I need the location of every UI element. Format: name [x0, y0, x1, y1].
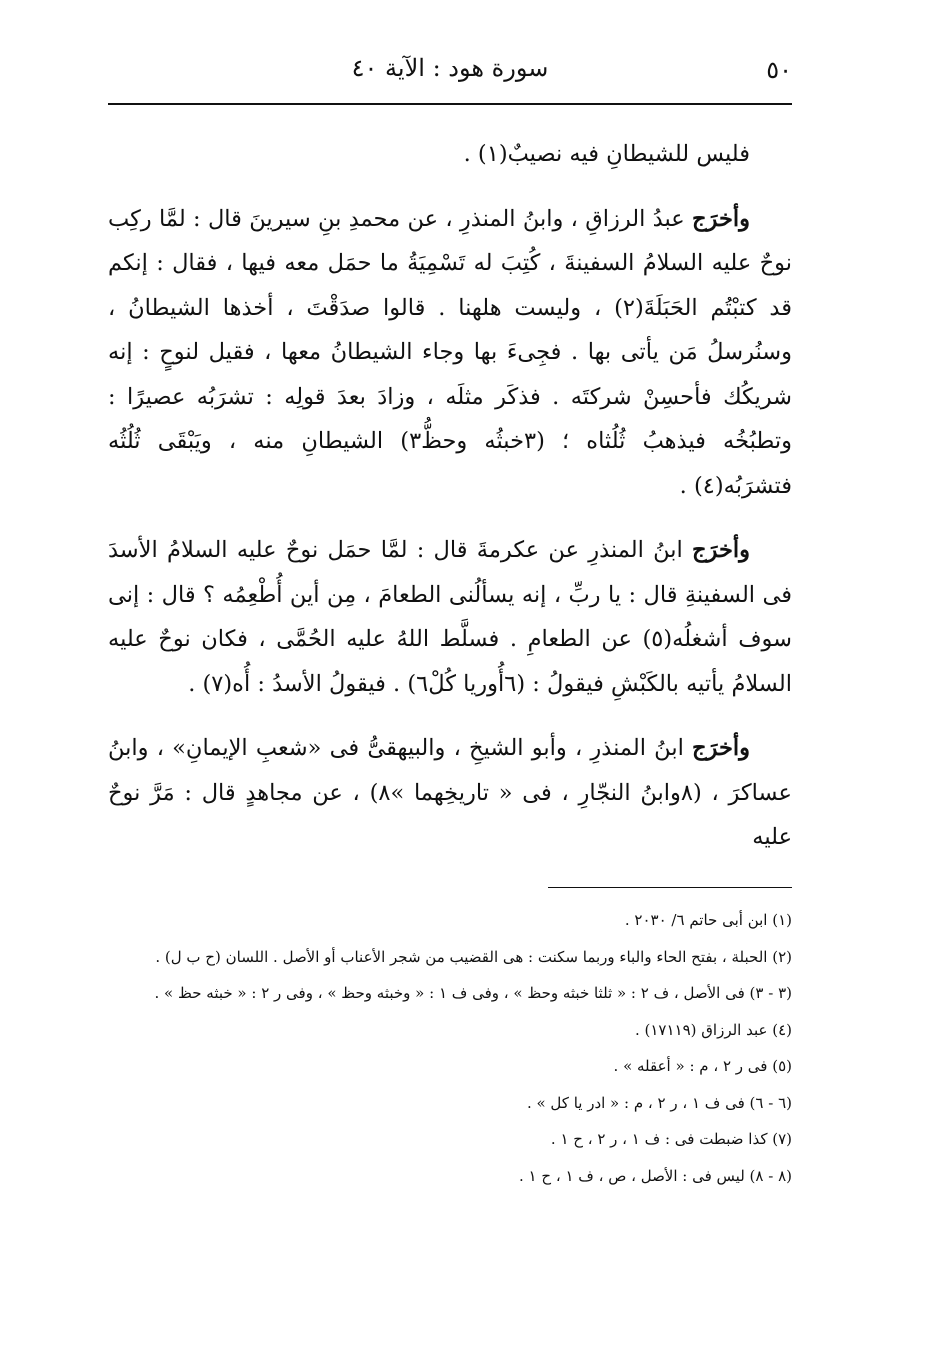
footnote-rule: [548, 887, 792, 888]
page-header: [108, 52, 792, 92]
footnote: (٤) عبد الرزاق (١٧١١٩) .: [634, 1020, 792, 1039]
main-text: [108, 132, 792, 860]
footnote: (١) ابن أبى حاتم ٦/ ٢٠٣٠ .: [624, 911, 792, 929]
footnote: (٢) الحبلة ، بفتح الحاء والباء وربما سكنت : هى القضيب من شجر الأعناب أو الأصل . اللسان (ح ب ل) .: [155, 947, 792, 966]
paragraph: [108, 528, 792, 706]
footnote: (٨ - ٨) ليس فى : الأصل ، ص ، ف ١ ، ح ١ .: [519, 1166, 792, 1185]
page-number: ٥٠: [766, 56, 792, 84]
paragraph: [108, 132, 792, 177]
paragraph-text: ابنُ المنذرِ ، وأبو الشيخِ ، والبيهقىُّ فى «شعبِ الإيمانِ» ، وابنُ عساكرَ ، (٨وابنُ النجّارِ ، فى « تاريخِهما »٨) ، عن مجاهدٍ قال : مَرَّ نوحٌ عليه: [108, 735, 792, 850]
paragraph-lead-word: وأخرَج: [692, 735, 750, 761]
paragraph-lead-word: وأخرَج: [692, 205, 750, 232]
header-rule: [108, 103, 792, 105]
running-title: سورة هود : الآية ٤٠: [351, 54, 549, 82]
paragraph-text: فليس للشيطانِ فيه نصيبٌ(١) .: [463, 141, 750, 167]
paragraph-lead-word: وأخرَج: [692, 537, 750, 563]
footnote: (٥) فى ر ٢ ، م : « أعقله » .: [613, 1057, 792, 1075]
footnote: (٣ - ٣) فى الأصل ، ف ٢ : « ثلثا خبثه وحظ » ، وفى ف ١ : « وخبثه وحظ » ، وفى ر ٢ : « خبثه حظ » .: [154, 984, 792, 1002]
paragraph-text: ابنُ المنذرِ عن عكرمةَ قال : لمَّا حمَل نوحٌ عليه السلامُ الأسدَ فى السفينةِ قال : يا ربِّ ، إنه يسألُنى الطعامَ ، مِن أين أُطْعِمُه ؟ قال : إنى سوف أشغلُه(٥) عن الطعامِ . فسلَّط اللهُ عليه الحُمَّى ، فكان نوحٌ عليه السلامُ يأتيه بالكَبْشِ فيقولُ : (٦أُوريا كُلْ٦) . فيقولُ الأسدُ : أُه(٧) .: [108, 537, 792, 697]
footnotes: [108, 902, 792, 1194]
paragraph: [108, 197, 792, 509]
paragraph: [108, 726, 792, 860]
paragraph-text: عبدُ الرزاقِ ، وابنُ المنذرِ ، عن محمدِ بنِ سيرينَ قال : لمَّا ركِب نوحٌ عليه السلامُ السفينةَ ، كُتِبَ له تَسْمِيَةُ ما حمَل معه فيها ، فقال : إنكم قد كتبْتُم الحَبَلَةَ(٢) ، وليست هلهنا . قالوا صدَقْتَ ، أخذها الشيطانُ ، وسنُرسلُ مَن يأتى بها . فجِىءَ بها وجاء الشيطانُ معها ، فقيل لنوحٍ : إنه شريكُك فأحسِنْ شركتَه . فذكَر مثلَه ، وزادَ بعدَ قولِه : تشرَبُه عصيرًا : وتطبُخُه فيذهبُ ثُلُثاه ؛ (٣خبثُه وحظُّ٣) الشيطانِ منه ، ويَبْقَى ثُلُثُه فتشرَبُه(٤) .: [108, 205, 792, 499]
footnote: (٦ - ٦) فى ف ١ ، ر ٢ ، م : « ادر يا كل » .: [526, 1093, 792, 1112]
footnote: (٧) كذا ضبطت فى : ف ١ ، ر ٢ ، ح ١ .: [550, 1130, 792, 1148]
